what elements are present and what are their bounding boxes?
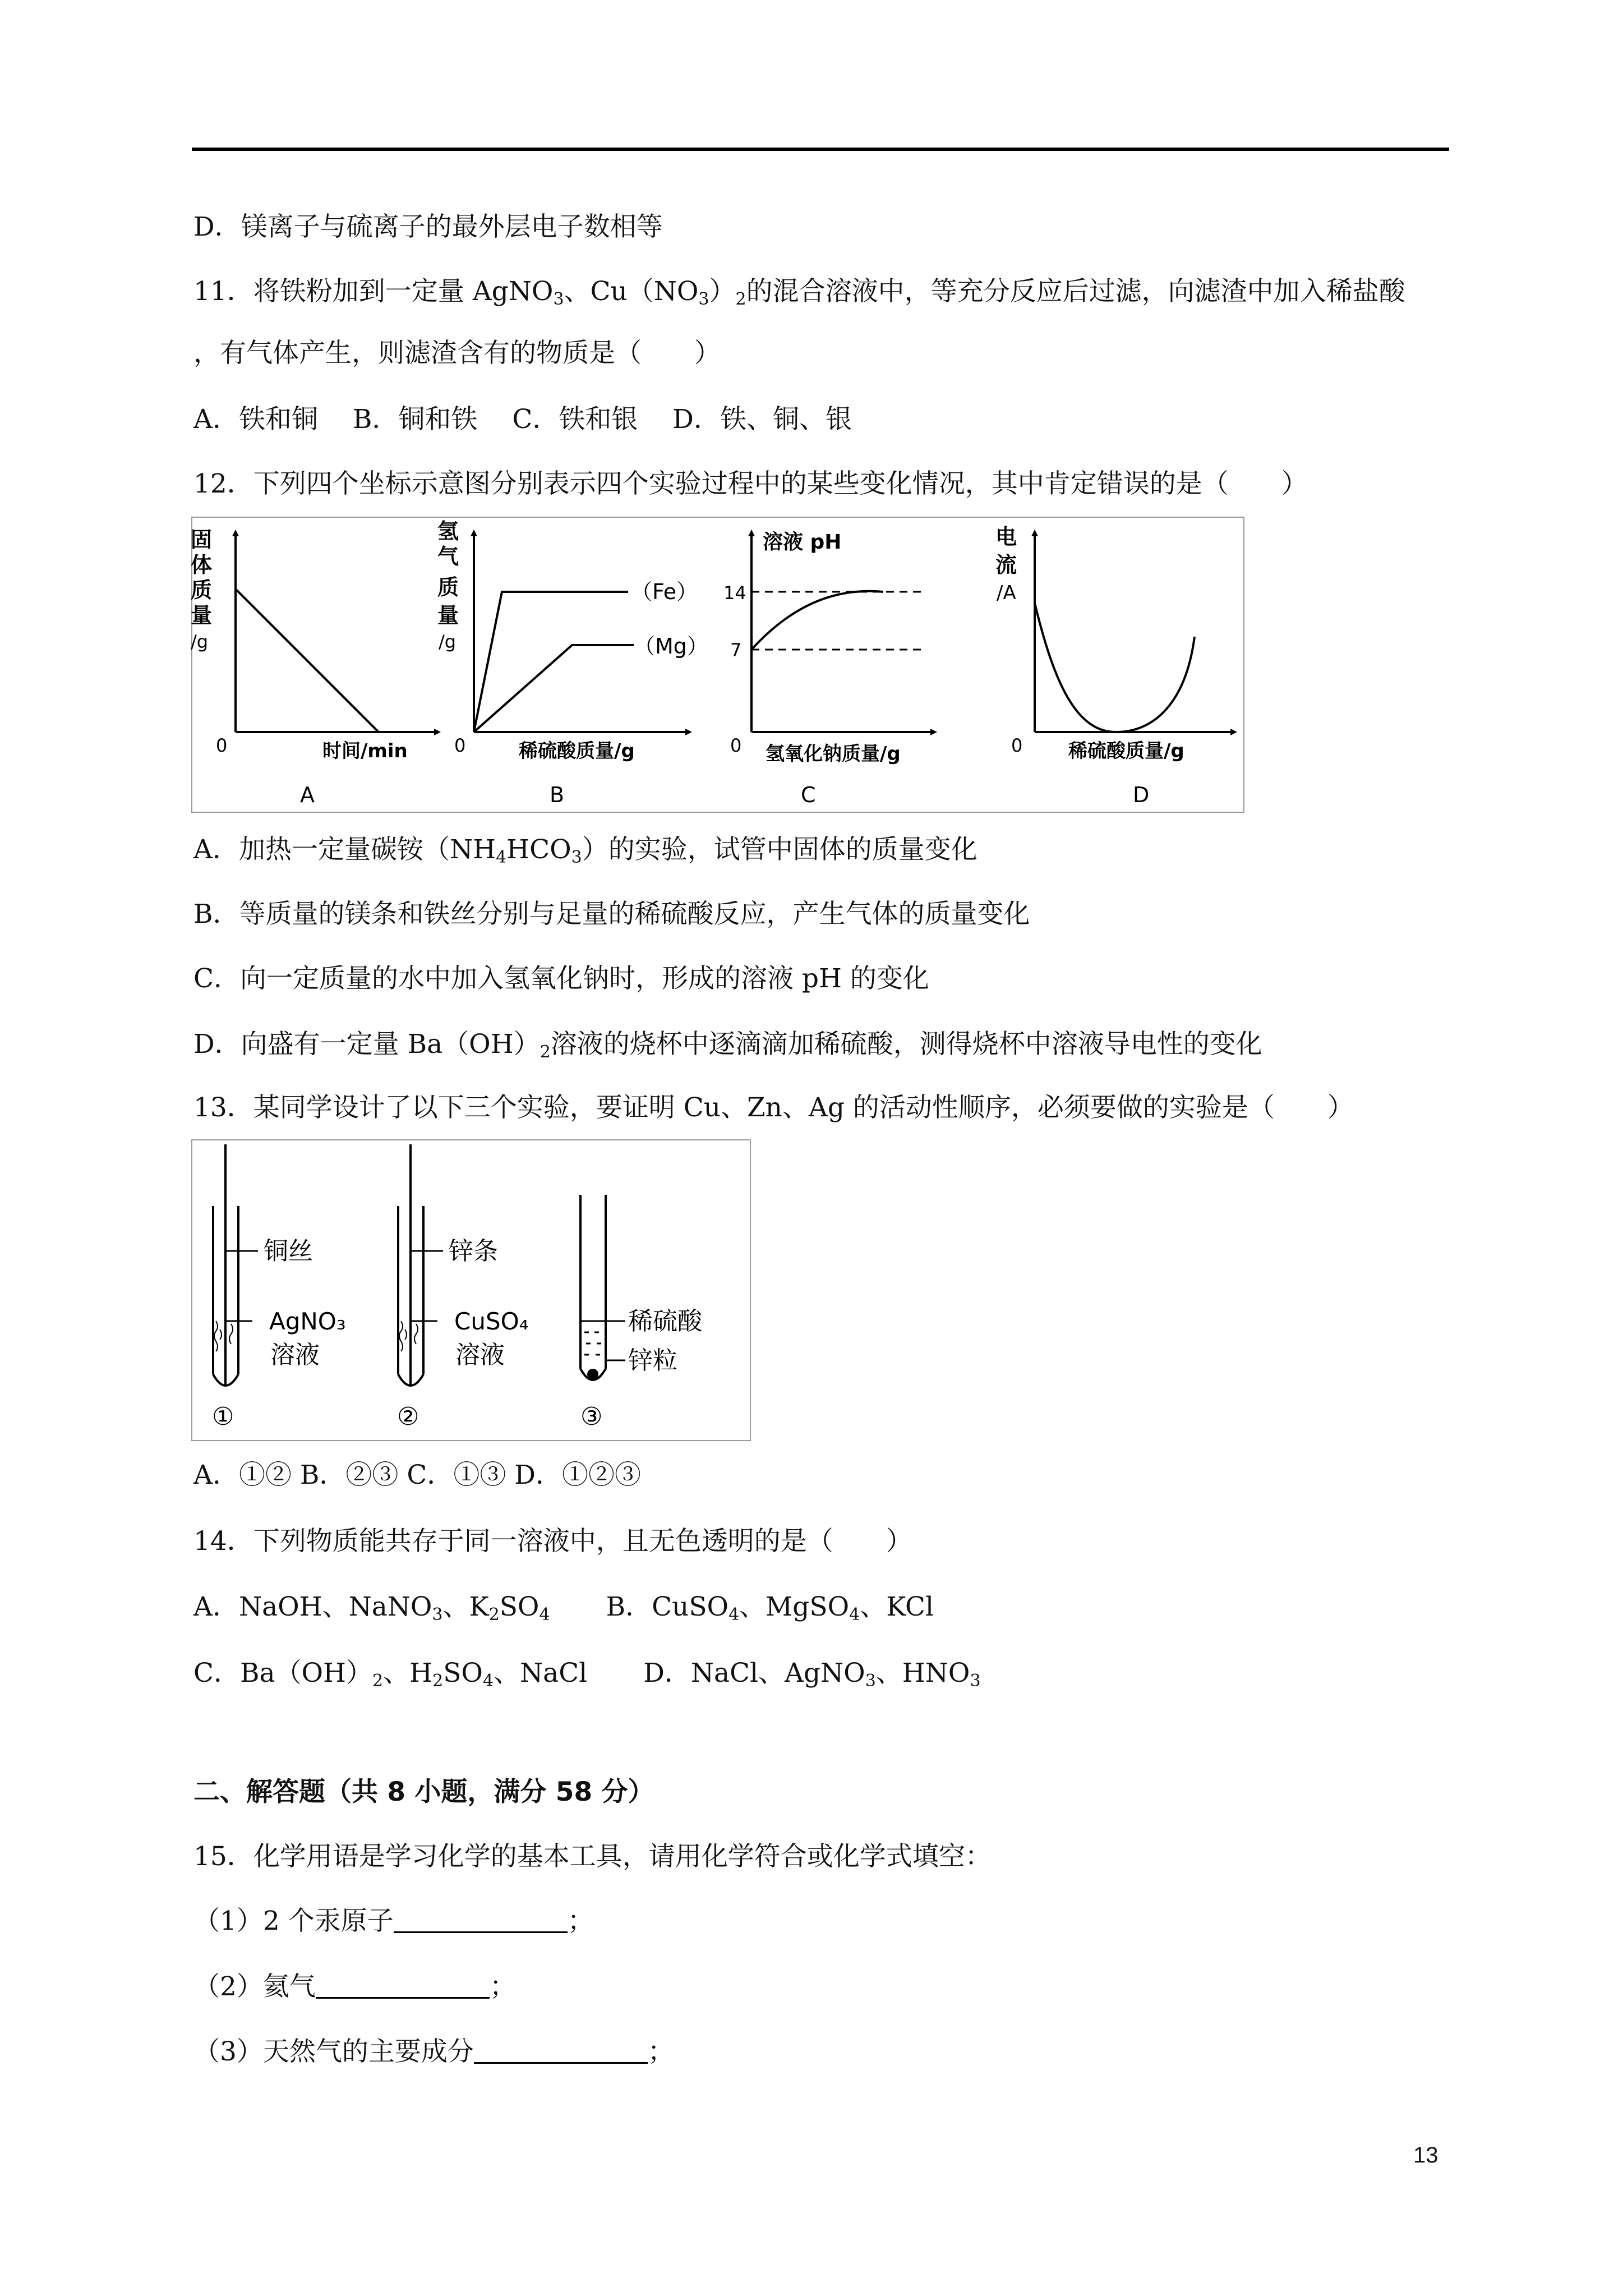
graph-a-ylabel-1: 固: [191, 527, 213, 552]
graph-d-curve: [1035, 603, 1195, 732]
q12-option-b: B．等质量的镁条和铁丝分别与足量的稀硫酸反应，产生气体的质量变化: [193, 899, 1030, 930]
graph-d-ylabel-3: /A: [997, 582, 1016, 604]
graph-a-ylabel-2: 体: [191, 553, 213, 577]
q11-stem-line2: ，有气体产生，则滤渣含有的物质是（ ）: [193, 338, 721, 369]
graph-c-origin: 0: [730, 735, 742, 756]
q15-blank-3[interactable]: [474, 2037, 648, 2064]
tube1-wire-label: 铜丝: [264, 1237, 313, 1266]
graph-d-ylabel-2: 流: [995, 553, 1017, 577]
tube2-wire-label: 锌条: [449, 1237, 498, 1266]
q15-part-1: （1）2 个汞原子 ；: [193, 1906, 594, 1936]
q12-stem: 12．下列四个坐标示意图分别表示四个实验过程中的某些变化情况，其中肯定错误的是（ ）: [193, 468, 1308, 499]
section-2-title: 二、解答题（共 8 小题，满分 58 分）: [193, 1777, 654, 1807]
q14-option-b: B．CuSO$_4$、MgSO$_4$、KCl: [606, 1591, 934, 1625]
tube2-solution-label: 溶液: [455, 1341, 505, 1369]
tube2-solution-formula: CuSO₄: [454, 1308, 529, 1335]
graph-a-ylabel-3: 质: [191, 578, 213, 602]
header-rule: [192, 148, 1449, 151]
tube3-number: ③: [580, 1402, 603, 1431]
graph-a-letter: A: [300, 783, 315, 807]
q13-options: A．①② B．②③ C．①③ D．①②③: [193, 1460, 641, 1490]
tube1-solution-formula: AgNO₃: [269, 1308, 346, 1335]
q12-option-d: D．向盛有一定量 $Ba(OH)_2$溶液的烧杯中逐滴滴加稀硫酸，测得烧杯中溶液导电性的变化: [193, 1029, 1262, 1062]
graph-d: [995, 524, 1234, 807]
q13-stem: 13．某同学设计了以下三个实验，要证明 Cu、Zn、Ag 的活动性顺序，必须要做的实验是（ ）: [193, 1092, 1354, 1123]
graph-a: [191, 527, 437, 807]
graph-b-series-fe: （Fe）: [631, 579, 698, 604]
zinc-granule: [587, 1369, 598, 1380]
q10-option-d: D．镁离子与硫离子的最外层电子数相等: [193, 211, 663, 242]
graph-d-ylabel-1: 电: [995, 524, 1017, 549]
graph-c-ylabel: 溶液 pH: [763, 531, 842, 554]
graph-b-xlabel: 稀硫酸质量/g: [519, 740, 635, 762]
test-tube-3: [580, 1195, 703, 1431]
graph-d-xlabel: 稀硫酸质量/g: [1068, 740, 1184, 762]
q14-options-ab: [193, 1590, 934, 1624]
tube1-number: ①: [212, 1402, 234, 1431]
q15-part-2: （2）氦气 ；: [193, 1971, 516, 2002]
q12-option-a: A．加热一定量碳铵$(NH_4HCO_3)$的实验，试管中固体的质量变化: [193, 834, 978, 867]
graph-c-letter: C: [801, 783, 816, 807]
q14-option-a: A．NaOH、NaNO$_3$、$K_2SO_4$: [193, 1591, 550, 1625]
graph-c-curve: [751, 591, 883, 650]
tube3-solid-label: 锌粒: [628, 1346, 677, 1375]
q12-option-c: C．向一定质量的水中加入氢氧化钠时，形成的溶液 pH 的变化: [193, 963, 929, 994]
q13-diagram: [191, 1139, 751, 1442]
graph-c-xlabel: 氢氧化钠质量/g: [766, 743, 901, 765]
graph-a-xlabel: 时间/min: [322, 740, 408, 762]
tube1-solution-label: 溶液: [270, 1341, 320, 1369]
graph-b-ylabel-5: /g: [439, 631, 457, 652]
graph-b-letter: B: [550, 783, 565, 807]
q14-option-c: C．$Ba(OH)_2$、$H_2SO_4$、NaCl: [193, 1658, 588, 1691]
graph-d-letter: D: [1133, 783, 1150, 807]
q11-stem-line1: 11．将铁粉加到一定量 AgNO$_3$、$Cu(NO_3)_2$的混合溶液中，等充分反应后过滤，向滤渣中加入稀盐酸: [193, 276, 1405, 309]
graph-a-origin: 0: [216, 735, 228, 756]
test-tube-1: [212, 1144, 346, 1431]
graph-b-series-mg: （Mg）: [634, 634, 708, 659]
graph-a-ylabel-4: 量: [191, 603, 213, 628]
graph-b-ylabel-2: 气: [437, 544, 459, 569]
q14-options-cd: [193, 1657, 981, 1690]
graph-b-mg-line: [474, 645, 634, 732]
graph-b-origin: 0: [454, 735, 466, 756]
page-number: 13: [1413, 2143, 1438, 2168]
graph-b-ylabel-3: 质: [437, 575, 459, 600]
graph-a-ylabel-5: /g: [191, 631, 209, 652]
q15-blank-2[interactable]: [316, 1972, 490, 1999]
q15-stem: 15．化学用语是学习化学的基本工具，请用化学符合或化学式填空：: [193, 1841, 992, 1872]
graph-a-curve: [236, 589, 379, 732]
graph-b-ylabel-1: 氢: [437, 519, 459, 544]
graph-b: [437, 519, 708, 807]
q11-options: A．铁和铜 B．铜和铁 C．铁和银 D．铁、铜、银: [193, 404, 852, 435]
graph-b-ylabel-4: 量: [437, 603, 459, 628]
graph-c-tick-7: 7: [730, 639, 742, 661]
q15-part-3: （3）天然气的主要成分 ；: [193, 2036, 674, 2067]
q15-blank-1[interactable]: [394, 1907, 568, 1933]
graph-d-origin: 0: [1011, 735, 1023, 756]
test-tube-2: [397, 1144, 529, 1431]
q12-graphs: [191, 516, 1245, 813]
q14-option-d: D．NaCl、AgNO$_3$、$HNO_3$: [643, 1658, 981, 1691]
tube3-liquid-label: 稀硫酸: [628, 1307, 702, 1336]
tube2-number: ②: [397, 1402, 419, 1431]
q14-stem: 14．下列物质能共存于同一溶液中，且无色透明的是（ ）: [193, 1526, 912, 1557]
graph-c: [723, 531, 934, 807]
graph-c-tick-14: 14: [723, 582, 746, 604]
